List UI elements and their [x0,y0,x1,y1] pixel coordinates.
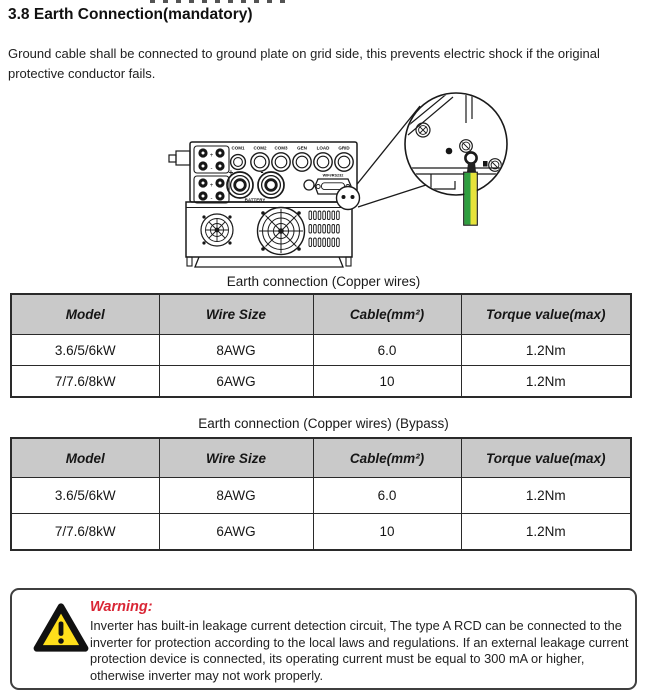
header-torque: Torque value(max) [461,438,631,478]
cropped-text-artifact [150,0,290,3]
battery-minus-label: - [260,167,264,177]
table-cell: 10 [313,514,461,551]
vent-slots [309,211,339,247]
table-cell: 7/7.6/8kW [11,514,159,551]
zoom-source-circle [337,187,360,210]
port-label: GRID [338,145,350,151]
spec-table-earth-connection-bypass [10,437,632,551]
table-cell: 8AWG [159,335,313,366]
table-cell: 8AWG [159,478,313,514]
table-header-row [11,294,631,335]
pv-plus-label: + [209,153,214,159]
port-label: COM1 [231,145,245,151]
table-row [11,514,631,551]
spec-table-earth-connection [10,293,632,398]
table-row [11,335,631,366]
table-cell: 1.2Nm [461,366,631,398]
table-cell: 1.2Nm [461,478,631,514]
page-title: 3.8 Earth Connection(mandatory) [8,6,253,23]
table-cell: 6AWG [159,366,313,398]
table-header-row [11,438,631,478]
small-fan-icon [201,214,233,246]
header-wire-size: Wire Size [159,438,313,478]
pv-minus-label: - [210,196,213,202]
header-model: Model [11,438,159,478]
port-label: LOAD [316,145,330,151]
intro-paragraph: Ground cable shall be connected to ground plate on grid side, this prevents electric shock if the original protective conductor fails. [8,46,600,81]
table-caption-copper-wires-bypass: Earth connection (Copper wires) (Bypass) [198,416,449,431]
port-label: COM3 [274,145,288,151]
table-row [11,478,631,514]
port-label: GEN [297,145,307,151]
warning-box [10,588,637,690]
pv-minus-label: - [210,166,213,172]
table-cell: 6.0 [313,478,461,514]
table-cell: 1.2Nm [461,514,631,551]
table-cell: 3.6/5/6kW [11,478,159,514]
table-cell: 6AWG [159,514,313,551]
table-cell: 7/7.6/8kW [11,366,159,398]
inverter-rear-panel [169,142,360,267]
panel-hole [446,148,453,155]
warning-text: Inverter has built-in leakage current detection circuit, The type A RCD can be connected to the inverter for protection according to the local laws and regulations. If an external leakage current protection device is connected, its operating current must be equal to 300 mA or higher, otherwise inverter may not work properly. [90,618,629,683]
table-cell: 1.2Nm [461,335,631,366]
comm-port-label: WIFI/RS232 [322,173,344,178]
header-wire-size: Wire Size [159,294,313,335]
battery-label: BATTERY [244,197,266,203]
table-caption-copper-wires: Earth connection (Copper wires) [226,274,421,289]
header-cable: Cable(mm²) [313,438,461,478]
battery-plus-label: + [228,168,234,177]
warning-title: Warning: [90,599,153,615]
earth-wire [464,172,478,225]
table-cell: 6.0 [313,335,461,366]
table-row [11,366,631,398]
header-torque: Torque value(max) [461,294,631,335]
warning-triangle-icon [33,602,89,654]
large-fan-icon [258,208,305,255]
header-cable: Cable(mm²) [313,294,461,335]
header-model: Model [11,294,159,335]
pv-plus-label: + [209,183,214,189]
table-cell: 3.6/5/6kW [11,335,159,366]
magnifier-circle [404,92,507,225]
inverter-diagram [0,85,647,275]
port-label: COM2 [253,145,267,151]
table-cell: 10 [313,366,461,398]
